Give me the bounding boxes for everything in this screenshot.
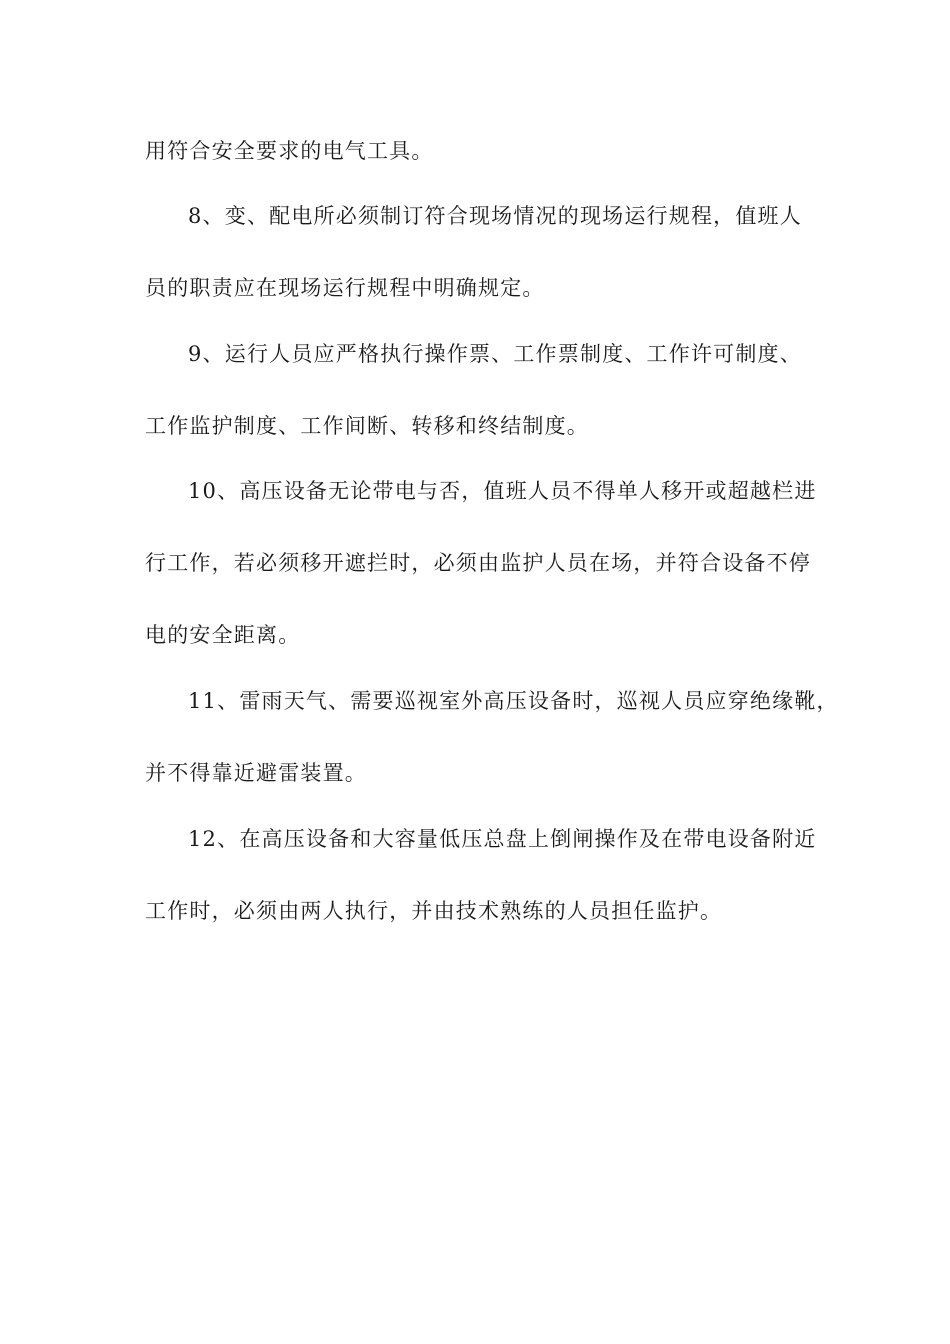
text-line: 9、运行人员应严格执行操作票、工作票制度、工作许可制度、 <box>188 342 802 366</box>
text-line: 工作监护制度、工作间断、转移和终结制度。 <box>145 414 589 438</box>
text-line: 并不得靠近避雷装置。 <box>145 761 367 785</box>
text-line: 12、在高压设备和大容量低压总盘上倒闸操作及在带电设备附近 <box>188 827 817 851</box>
text-line: 10、高压设备无论带电与否，值班人员不得单人移开或超越栏进 <box>188 479 817 503</box>
text-line: 8、变、配电所必须制订符合现场情况的现场运行规程，值班人 <box>188 204 802 228</box>
text-line: 电的安全距离。 <box>145 623 301 647</box>
text-line: 工作时，必须由两人执行，并由技术熟练的人员担任监护。 <box>145 899 723 923</box>
text-line: 11、雷雨天气、需要巡视室外高压设备时，巡视人员应穿绝缘靴， <box>188 689 839 713</box>
text-line: 用符合安全要求的电气工具。 <box>145 139 434 163</box>
text-line: 员的职责应在现场运行规程中明确规定。 <box>145 276 545 300</box>
text-line: 行工作，若必须移开遮拦时，必须由监护人员在场，并符合设备不停 <box>145 551 811 575</box>
